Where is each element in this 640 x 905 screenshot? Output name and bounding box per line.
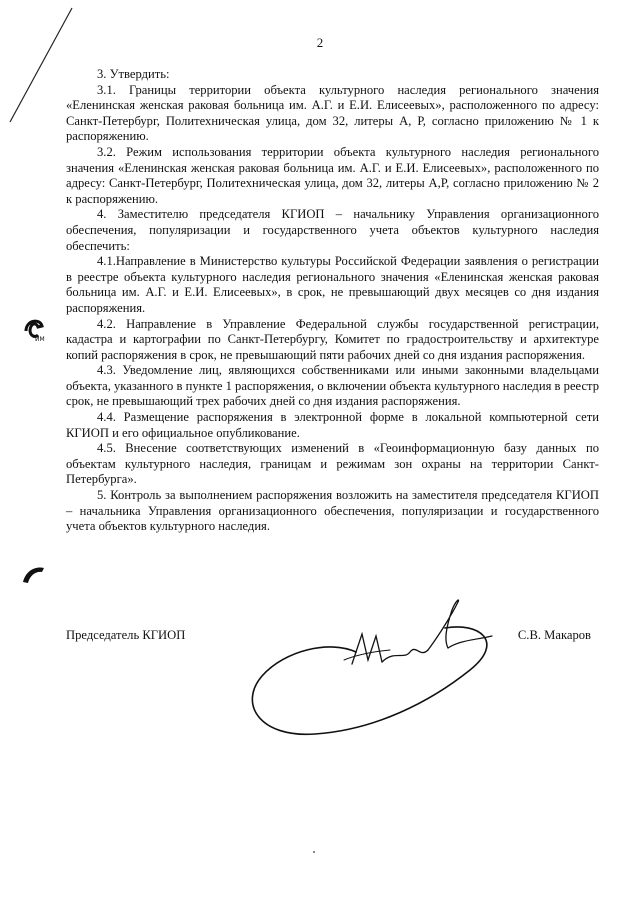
paragraph-4-4: 4.4. Размещение распоряжения в электронной форме в локальной компьютерной сети КГИОП и его официальное опубликование. (66, 410, 599, 440)
paragraph-4: 4. Заместителю председателя КГИОП – начальнику Управления организационного обеспечения, популяризации и государственного учета объектов культурного наследия обеспечить: (66, 207, 599, 253)
paragraph-4-5: 4.5. Внесение соответствующих изменений в «Геоинформационную базу данных по объектам культурного наследия, границам и режимам зон охраны на территории Санкт-Петербурга». (66, 441, 599, 487)
handwritten-signature (252, 600, 492, 734)
signer-position: Председатель КГИОП (66, 628, 186, 642)
paragraph-3: 3. Утвердить: (97, 67, 170, 81)
margin-hook-mark (23, 568, 44, 583)
paragraph-5: 5. Контроль за выполнением распоряжения возложить на заместителя председателя КГИОП – начальника Управления организационного обеспечения, популяризации и государственного учета объектов культурного наследия. (66, 488, 599, 534)
margin-scan-line (10, 8, 72, 122)
svg-text:ИМ: ИМ (35, 336, 45, 343)
scan-speck (313, 851, 315, 853)
paragraph-3-1: 3.1. Границы территории объекта культурного наследия регионального значения «Еленинская женская раковая больница им. А.Г. и Е.И. Елисеевых», расположенного по адресу: Санкт-Петербург, Политехническая улица, дом 32, литеры А, Р, согласно приложению № 1 к распоряжению. (66, 82, 599, 144)
paragraph-3-2: 3.2. Режим использования территории объекта культурного наследия регионального значения «Еленинская женская раковая больница им. А.Г. и Е.И. Елисеевых», расположенного по адресу: Санкт-Петербург, Политехническая улица, дом 32, литеры А,Р, согласно приложению № 2 к распоряжению. (66, 144, 599, 206)
signer-name: С.В. Макаров (517, 628, 591, 642)
page-number: 2 (316, 35, 324, 50)
paragraph-4-1: 4.1.Направление в Министерство культуры Российской Федерации заявления о регистрации в реестре объекта культурного наследия регионального значения «Еленинская женская раковая больница им. А.Г. и Е.И. Елисеевых», в срок, не превышающий двух месяцев со дня издания распоряжения. (66, 254, 599, 315)
document-body (66, 67, 599, 535)
paragraph-4-3: 4.3. Уведомление лиц, являющихся собственниками или иными законными владельцами объекта, указанного в пункте 1 распоряжения, о включении объекта культурного наследия в реестр срок, не превышающий трех рабочих дней со дня издания распоряжения. (66, 363, 599, 409)
paragraph-4-2: 4.2. Направление в Управление Федеральной службы государственной регистрации, кадастра и картографии по Санкт-Петербургу, Комитет по градостроительству и архитектуре копий распоряжения в срок, не превышающий пяти рабочих дней со дня издания распоряжения. (66, 316, 599, 362)
margin-stamp-mark (26, 321, 45, 343)
